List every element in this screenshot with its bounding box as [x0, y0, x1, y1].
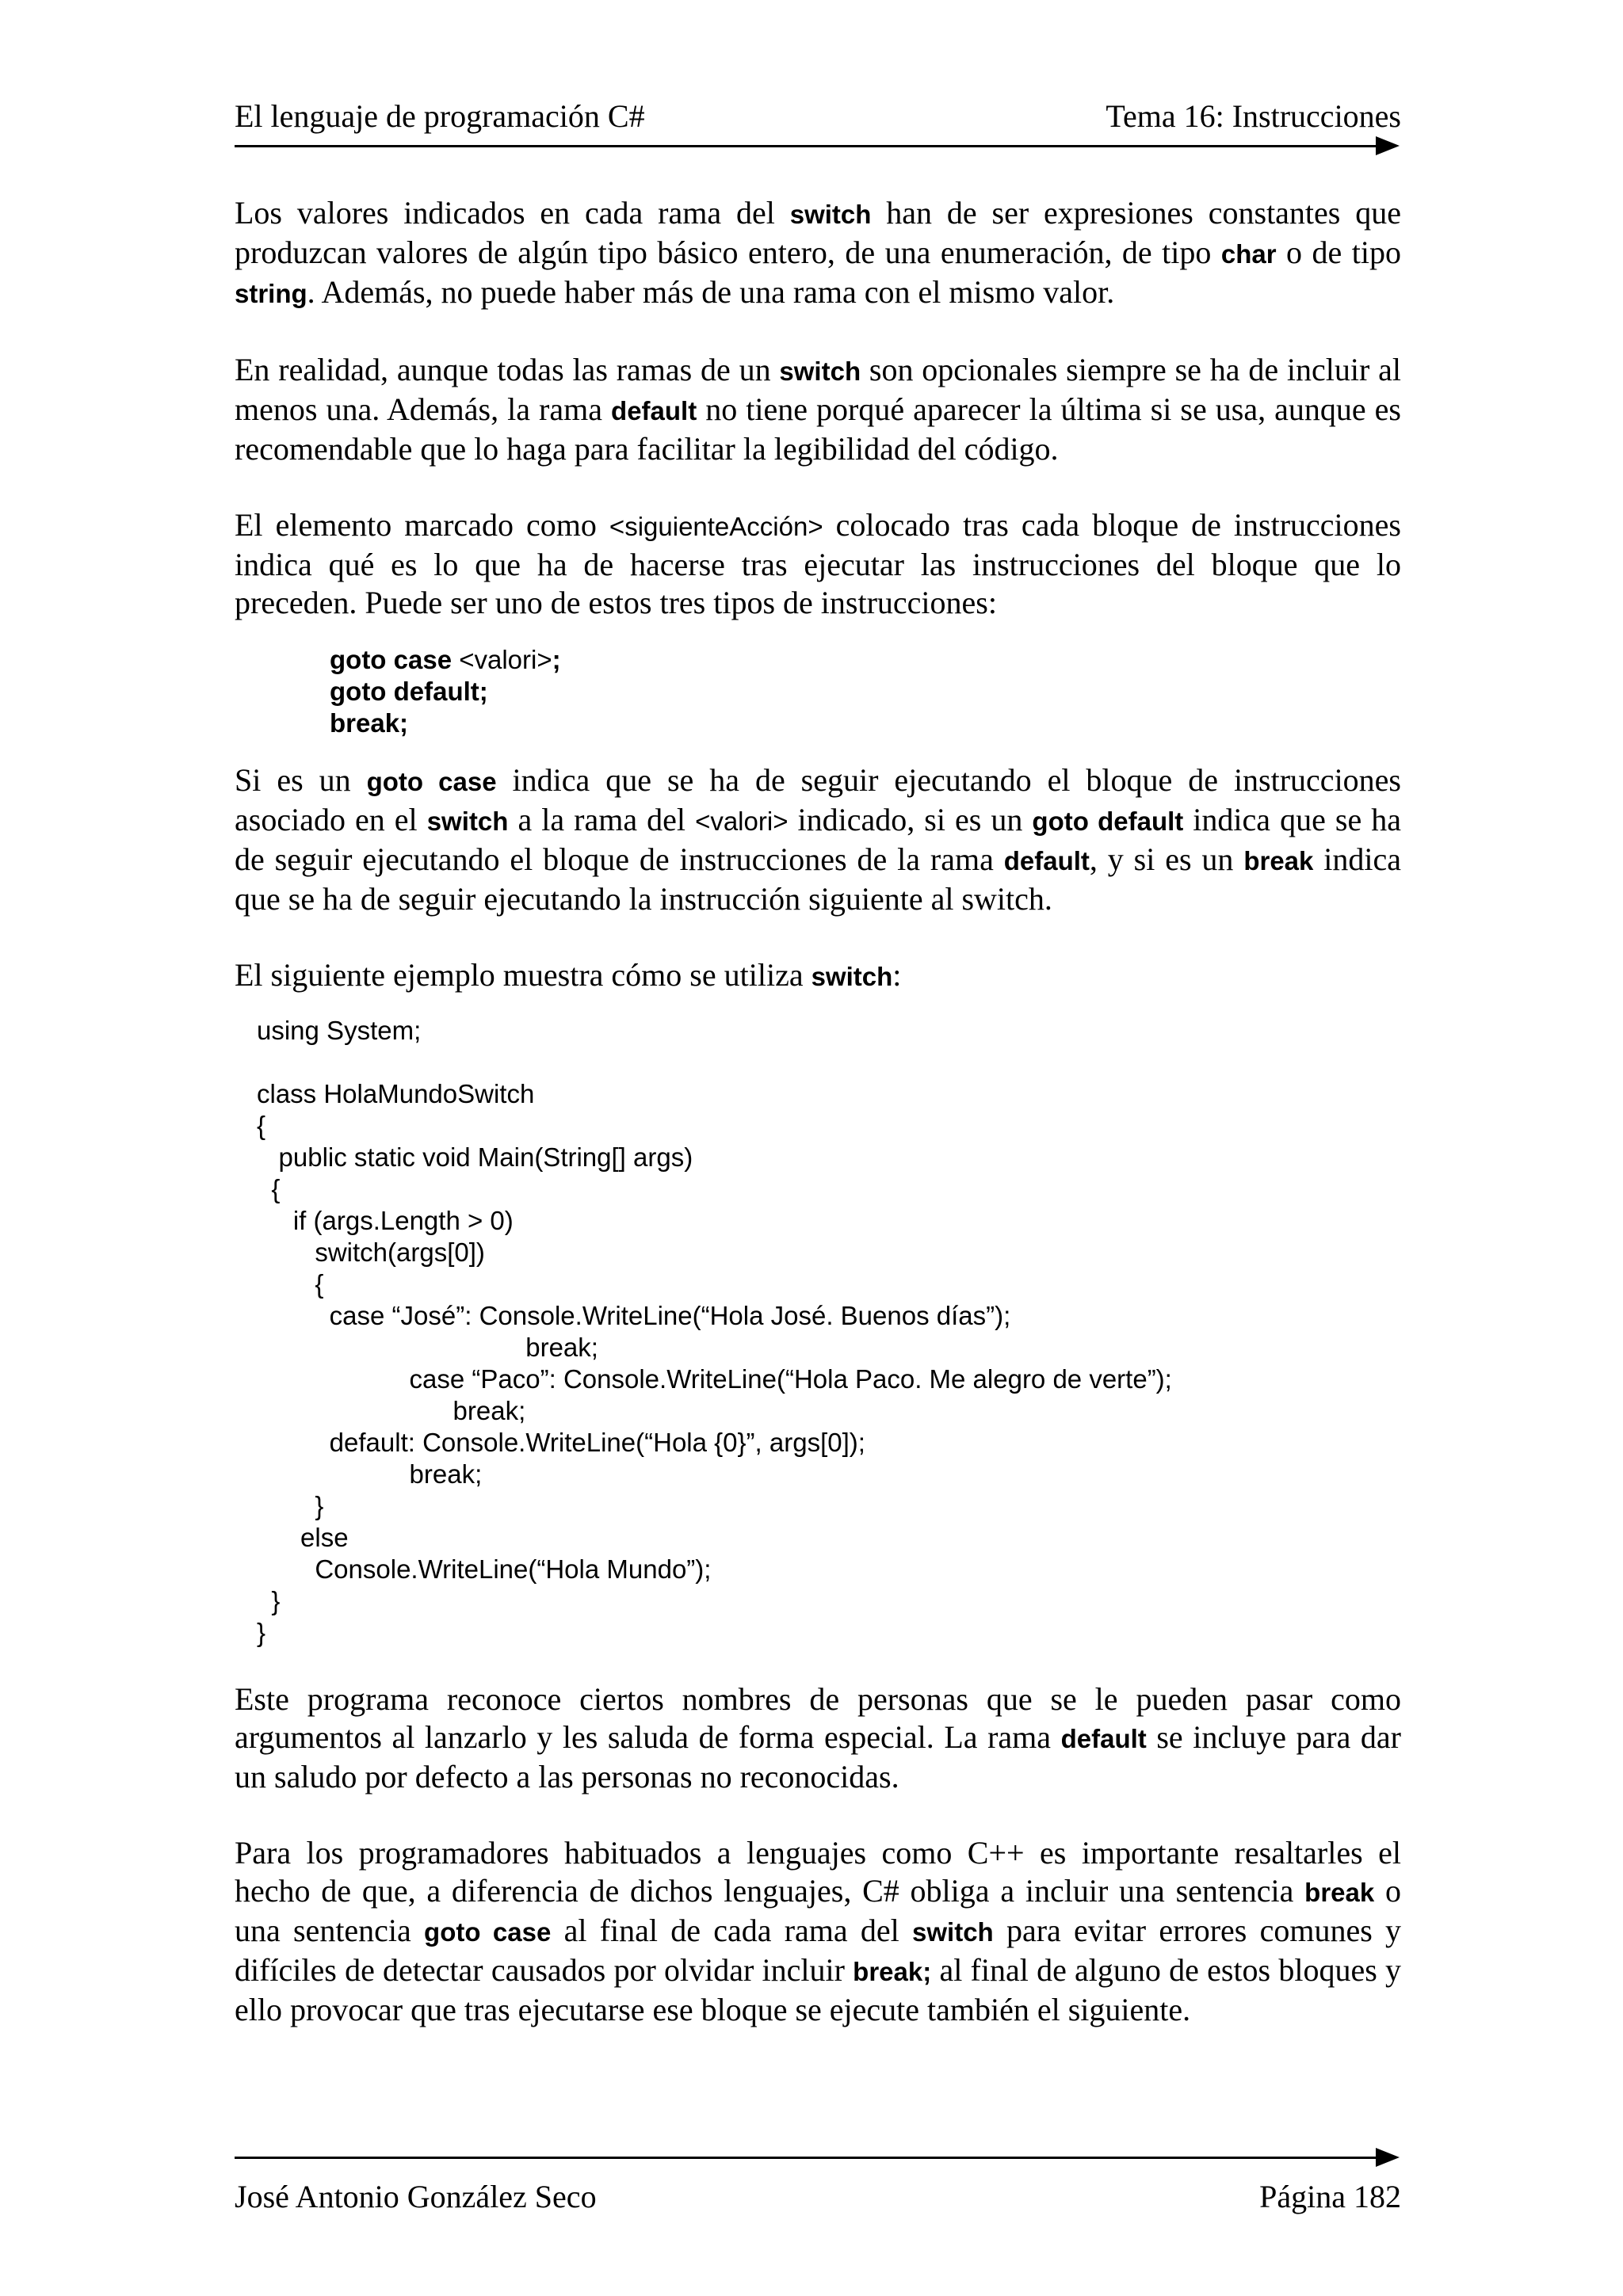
- keyword-break: break: [1304, 1878, 1375, 1907]
- text-run: para evitar errores comunes y difíciles de detectar causados por olvidar incluir: [235, 1913, 1402, 1988]
- semicolon: ;: [552, 645, 561, 674]
- keyword-default: default: [1060, 1724, 1147, 1753]
- text-run: El elemento marcado como: [235, 507, 609, 543]
- paragraph-goto-explanation: [235, 761, 1401, 918]
- text-run: Este programa reconoce ciertos nombres de personas que se le pueden pasar como argumentos al lanzarlo y les saluda de forma especial. La rama: [235, 1681, 1401, 1755]
- header-rule: [235, 145, 1376, 147]
- text-run: , y si es un: [1089, 841, 1244, 877]
- placeholder-siguiente-accion: <siguienteAcción>: [609, 512, 823, 541]
- list-item-goto-default: [330, 676, 1401, 707]
- text-run: no tiene porqué aparecer la última si se usa, aunque es recomendable que lo haga para facilitar la legibilidad del código.: [235, 391, 1401, 467]
- text-run: Para los programadores habituados a lenguajes como C++ es importante resaltarles el hecho de que, a diferencia de dichos lenguajes, C# obliga a incluir una sentencia: [235, 1835, 1401, 1909]
- paragraph-optional-branches: [235, 351, 1401, 468]
- text-run: al final de cada rama del: [551, 1913, 913, 1948]
- keyword-switch: switch: [811, 962, 893, 991]
- paragraph-example-intro: [235, 956, 1401, 996]
- next-action-list: [330, 644, 1401, 739]
- keyword-goto-case: goto case: [366, 767, 497, 796]
- footer-arrow-icon: [1376, 2148, 1400, 2167]
- header-chapter-title: Tema 16: Instrucciones: [1106, 98, 1401, 134]
- text-run: indica que se ha de seguir ejecutando el bloque de instrucciones de la rama: [235, 802, 1402, 877]
- header-book-title: El lenguaje de programación C#: [235, 98, 645, 134]
- keyword-char: char: [1220, 239, 1277, 269]
- text-run: Si es un: [235, 762, 367, 798]
- placeholder-valori: <valori>: [452, 645, 552, 674]
- keyword-goto-default: goto default;: [330, 677, 488, 706]
- keyword-break: break;: [330, 708, 409, 738]
- list-item-goto-case: [330, 644, 1401, 676]
- keyword-string: string: [235, 279, 307, 308]
- text-run: son opcionales siempre se ha de incluir al menos una. Además, la rama: [235, 352, 1401, 427]
- paragraph-program-description: [235, 1680, 1401, 1796]
- list-item-break: [330, 707, 1401, 739]
- page-body: [235, 194, 1401, 2029]
- keyword-switch: switch: [789, 200, 872, 229]
- paragraph-cpp-comparison: [235, 1834, 1401, 2029]
- footer-author: José Antonio González Seco: [235, 2179, 597, 2214]
- text-run: En realidad, aunque todas las ramas de un: [235, 352, 780, 387]
- text-run: indica que se ha de seguir ejecutando la instrucción siguiente al switch.: [235, 841, 1402, 917]
- text-run: han de ser expresiones constantes que produzcan valores de algún tipo básico entero, de una enumeración, de tipo: [235, 195, 1401, 270]
- keyword-switch: switch: [426, 807, 509, 836]
- keyword-switch: switch: [912, 1917, 994, 1947]
- text-run: colocado tras cada bloque de instrucciones indica qué es lo que ha de hacerse tras ejecutar las instrucciones del bloque que lo preceden. Puede ser uno de estos tres tipos de instrucciones:: [235, 507, 1401, 620]
- text-run: . Además, no puede haber más de una rama con el mismo valor.: [307, 274, 1115, 310]
- keyword-default: default: [611, 396, 697, 425]
- keyword-break: break: [1243, 846, 1314, 875]
- keyword-goto-case: goto case: [330, 645, 453, 674]
- page-footer: [235, 2177, 1401, 2217]
- text-run: o una sentencia: [235, 1873, 1401, 1948]
- text-run: Los valores indicados en cada rama del: [235, 195, 790, 231]
- text-run: o de tipo: [1276, 235, 1401, 270]
- keyword-default: default: [1003, 846, 1090, 875]
- text-run: :: [892, 957, 902, 993]
- page-header: [235, 97, 1401, 136]
- text-run: al final de alguno de estos bloques y ello provocar que tras ejecutarse ese bloque se ejecute también el siguiente.: [235, 1952, 1402, 2027]
- keyword-goto-default: goto default: [1032, 807, 1184, 836]
- footer-rule: [235, 2157, 1376, 2159]
- paragraph-switch-values: [235, 194, 1401, 313]
- placeholder-valori: <valori>: [695, 807, 789, 836]
- keyword-break-statement: break;: [853, 1957, 932, 1986]
- text-run: indicado, si es un: [788, 802, 1033, 837]
- header-arrow-icon: [1376, 136, 1400, 155]
- paragraph-next-action: [235, 506, 1401, 622]
- keyword-switch: switch: [779, 357, 861, 386]
- text-run: se incluye para dar un saludo por defecto a las personas no reconocidas.: [235, 1719, 1401, 1794]
- text-run: indica que se ha de seguir ejecutando el bloque de instrucciones asociado en el: [235, 762, 1401, 837]
- code-example-switch: using System; class HolaMundoSwitch { public static void Main(String[] args) { if (args.Length > 0) switch(args[0]) { case “José”: Console.WriteLine(“Hola José. Buenos días”); break; case “Paco”: Console.WriteLine(“Hola Paco. Me alegro de verte”); break; default: Console.WriteLine(“Hola {0}”, args[0]); break; } else Console.WriteLine(“Hola Mundo”); } }: [257, 1016, 1172, 1647]
- text-run: a la rama del: [508, 802, 696, 837]
- text-run: El siguiente ejemplo muestra cómo se utiliza: [235, 957, 812, 993]
- footer-page-number: Página 182: [1259, 2179, 1401, 2214]
- keyword-goto-case: goto case: [424, 1917, 552, 1947]
